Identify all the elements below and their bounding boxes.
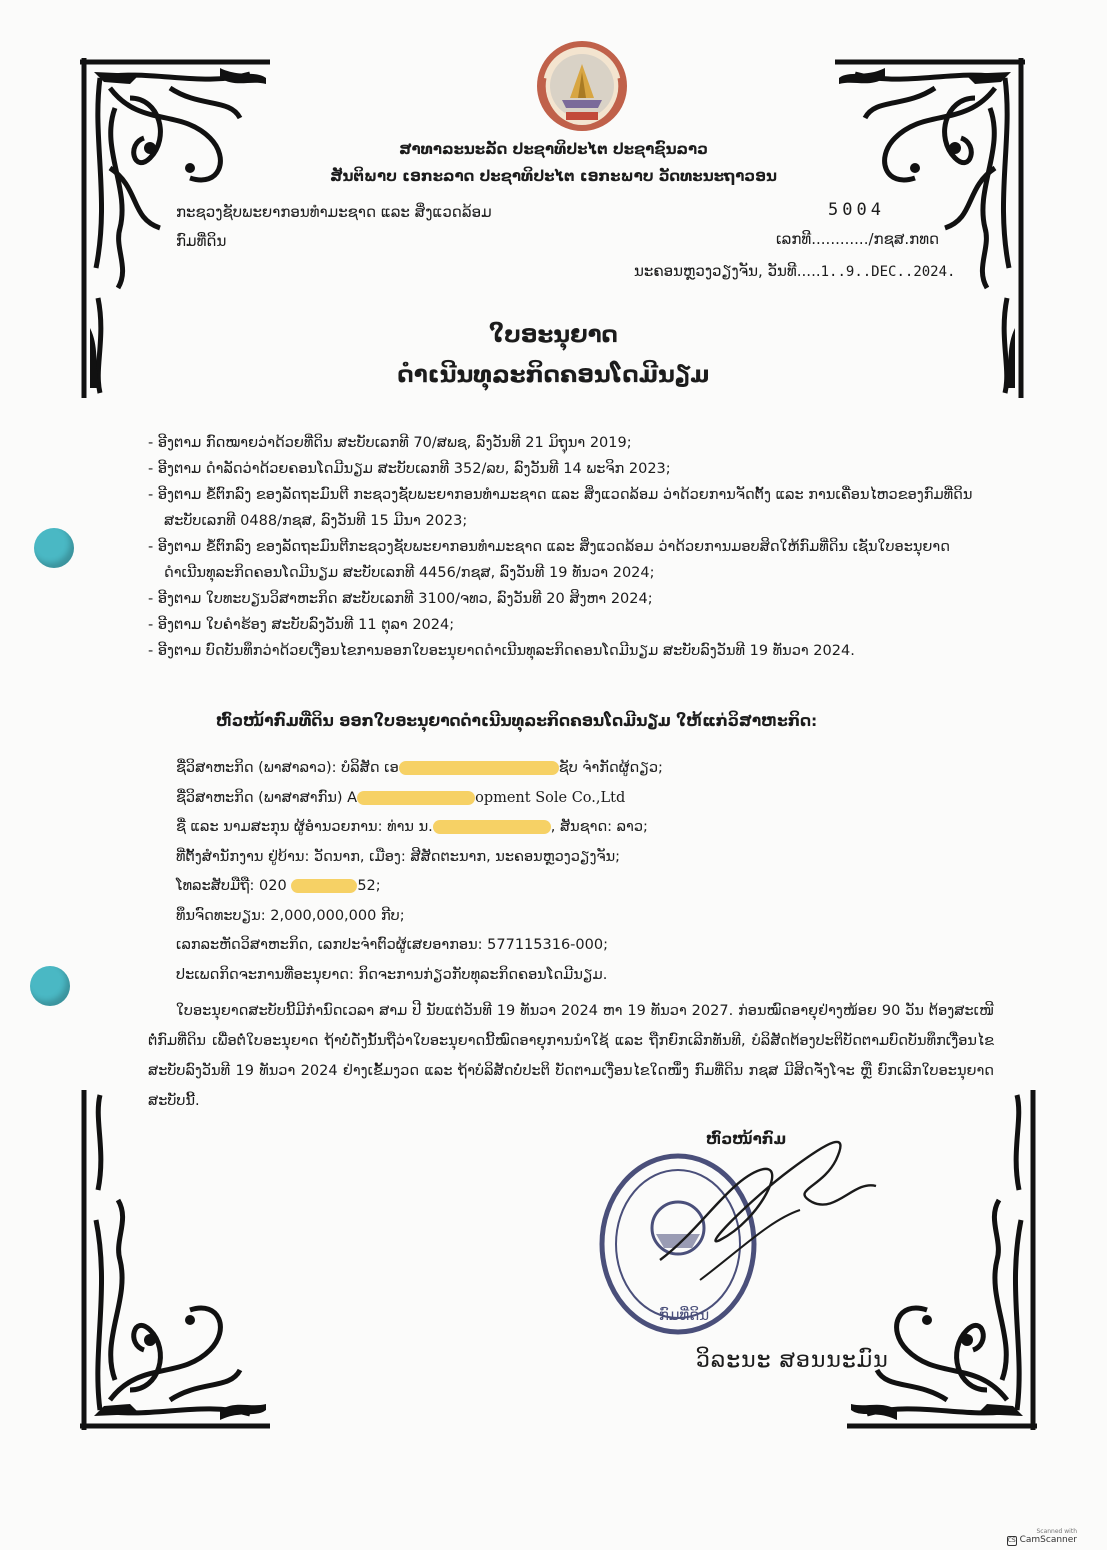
redaction-mark (433, 820, 551, 834)
handwritten-signature (640, 1110, 880, 1310)
document-subtitle: ດຳເນີນທຸລະກິດຄອນໂດມີນຽມ (397, 362, 710, 388)
redaction-mark (399, 761, 559, 775)
scanner-badge: CamScanner (1019, 1535, 1077, 1545)
corner-ornament-top-right (825, 48, 1035, 408)
redaction-mark (357, 791, 475, 805)
corner-ornament-top-left (70, 48, 280, 408)
binder-tab-marker (30, 966, 70, 1006)
office-address: ທີ່ຕັ້ງສຳນັກງານ ຢູ່ບ້ານ: ວັດນາກ, ເມືອງ: ສີສັດຕະນາກ, ນະຄອນຫຼວງວຽງຈັນ; (176, 848, 621, 865)
document-title: ໃບອະນຸຍາດ (489, 322, 618, 348)
issue-date (634, 262, 955, 280)
reference-item: - ອີງຕາມ ຂໍ້ຕົກລົງ ຂອງລັດຖະມົນຕີກະຊວງຊັບພະຍາກອນທຳມະຊາດ ແລະ ສິ່ງແວດລ້ອມ ວ່າດ້ວຍການມອບສິດໃຫ້ກົມທີ່ດິນ ເຊັນໃບອະນຸຍາດດຳເນີນທຸລະກິດຄອນໂດມີນຽມ ສະບັບເລກທີ 4456/ກຊສ, ລົງວັນທີ 19 ທັນວາ 2024; (148, 539, 950, 581)
legal-references (148, 430, 988, 664)
registered-capital: ທຶນຈົດທະບຽນ: 2,000,000,000 ກີບ; (176, 907, 405, 924)
enterprise-name-international: ຊື່ວິສາຫະກິດ (ພາສາສາກົນ) A opment Sole Co.,Ltd (176, 789, 626, 806)
department-name: ກົມທີ່ດິນ (176, 232, 227, 250)
reference-item: - ອີງຕາມ ໃບທະບຽນວິສາຫະກິດ ສະບັບເລກທີ 3100/ຈທວ, ລົງວັນທີ 20 ສິງຫາ 2024; (148, 591, 653, 607)
director-name: ຊື່ ແລະ ນາມສະກຸນ ຜູ້ອຳນວຍການ: ທ່ານ ນ. , ສັນຊາດ: ລາວ; (176, 819, 648, 835)
reference-item: - ອີງຕາມ ດຳລັດວ່າດ້ວຍຄອນໂດມີນຽມ ສະບັບເລກທີ 352/ລບ, ລົງວັນທີ 14 ພະຈິກ 2023; (148, 461, 671, 477)
ministry-name: ກະຊວງຊັບພະຍາກອນທຳມະຊາດ ແລະ ສິ່ງແວດລ້ອມ (176, 203, 492, 221)
redaction-mark (291, 879, 357, 893)
business-type: ປະເພດກິດຈະການທີ່ອະນຸຍາດ: ກິດຈະການກ່ຽວກັບທຸລະກິດຄອນໂດມີນຽມ. (176, 966, 608, 983)
national-motto: ສັນຕິພາບ ເອກະລາດ ປະຊາທິປະໄຕ ເອກະພາບ ວັດທະນະຖາວອນ (330, 167, 777, 185)
tax-id: ເລກລະຫັດວິສາຫະກິດ, ເລກປະຈຳຕົວຜູ້ເສຍອາກອນ: 577115316-000; (176, 937, 608, 953)
validity-paragraph: ໃບອະນຸຍາດສະບັບນີ້ມີກຳນົດເວລາ ສາມ ປີ ນັບແຕ່ວັນທີ 19 ທັນວາ 2024 ຫາ 19 ທັນວາ 2027. ກ່ອນໝົດອາຍຸຢ່າງໜ້ອຍ 90 ວັນ ຕ້ອງສະເໜີຕໍ່ກົມທີ່ດິນ ເພື່ອຕໍ່ໃບອະນຸຍາດ ຖ້າບໍ່ດັ່ງນັ້ນຖືວ່າໃບອະນຸຍາດນີ້ໝົດອາຍຸການນຳໃຊ້ ແລະ ຖືກຍົກເລີກທັນທີ, ບໍລິສັດຕ້ອງປະຕິບັດຕາມບົດບັນທຶກເງື່ອນໄຂສະບັບລົງວັນທີ 19 ທັນວາ 2024 ຢ່າງເຂັ້ມງວດ ແລະ ຖ້າບໍລິສັດບໍ່ປະຕິ ບັດຕາມເງື່ອນໄຂໃດໜຶ່ງ ກົມທີ່ດິນ ກຊສ ມີສິດຈັ່ງໂຈະ ຫຼື ຍົກເລີກໃບອະນຸຍາດສະບັບນີ້. (148, 1003, 994, 1109)
national-emblem-icon (532, 38, 632, 134)
signatory-name: ວິລະນະ ສອນນະມົນ (696, 1348, 889, 1373)
binder-tab-marker (34, 528, 74, 568)
seal-label: ກົມທີ່ດິນ (658, 1306, 710, 1324)
reference-item: - ອີງຕາມ ໃບຄຳຮ້ອງ ສະບັບລົງວັນທີ 11 ຕຸລາ 2024; (148, 617, 455, 633)
reference-item: - ອີງຕາມ ຂໍ້ຕົກລົງ ຂອງລັດຖະມົນຕີ ກະຊວງຊັບພະຍາກອນທຳມະຊາດ ແລະ ສິ່ງແວດລ້ອມ ວ່າດ້ວຍການຈັດຕັ້ງ ແລະ ການເຄື່ອນໄຫວຂອງກົມທີ່ດິນ ສະບັບເລກທີ 0488/ກຊສ, ລົງວັນທີ 15 ມີນາ 2023; (148, 487, 973, 529)
grant-heading: ຫົວໜ້າກົມທີ່ດິນ ອອກໃບອະນຸຍາດດຳເນີນທຸລະກິດຄອນໂດມີນຽມ ໃຫ້ແກ່ວິສາຫະກິດ: (216, 712, 818, 730)
signatory-title: ຫົວໜ້າກົມ (706, 1130, 787, 1148)
date-stamp: 1..9..DEC..2024. (820, 264, 956, 280)
reference-item: - ອີງຕາມ ກົດໝາຍວ່າດ້ວຍທີ່ດິນ ສະບັບເລກທີ 70/ສພຊ, ລົງວັນທີ 21 ມິຖຸນາ 2019; (148, 435, 632, 451)
reference-item: - ອີງຕາມ ບົດບັນທຶກວ່າດ້ວຍເງື່ອນໄຂການອອກໃບອະນຸຍາດດຳເນີນທຸລະກິດຄອນໂດມີນຽມ ສະບັບລົງວັນທີ 19 ທັນວາ 2024. (148, 643, 855, 659)
phone-number: ໂທລະສັບມືຖື: 020 52; (176, 878, 381, 894)
camscanner-icon: CS (1007, 1537, 1016, 1544)
corner-ornament-bottom-left (70, 1080, 280, 1440)
scanner-caption: Scanned with (1036, 1528, 1077, 1535)
country-name: ສາທາລະນະລັດ ປະຊາທິປະໄຕ ປະຊາຊົນລາວ (399, 140, 708, 158)
scanner-watermark (1007, 1528, 1077, 1546)
date-label: ນະຄອນຫຼວງວຽງຈັນ, ວັນທີ..... (634, 262, 821, 280)
enterprise-name-lao: ຊື່ວິສາຫະກິດ (ພາສາລາວ): ບໍລິສັດ ເອ ຊັບ ຈຳກັດຜູ້ດຽວ; (176, 760, 663, 776)
document-number: 5004 (828, 200, 885, 220)
number-line: ເລກທີ............/ກຊສ.ກທດ (776, 230, 940, 248)
enterprise-details (176, 754, 663, 990)
